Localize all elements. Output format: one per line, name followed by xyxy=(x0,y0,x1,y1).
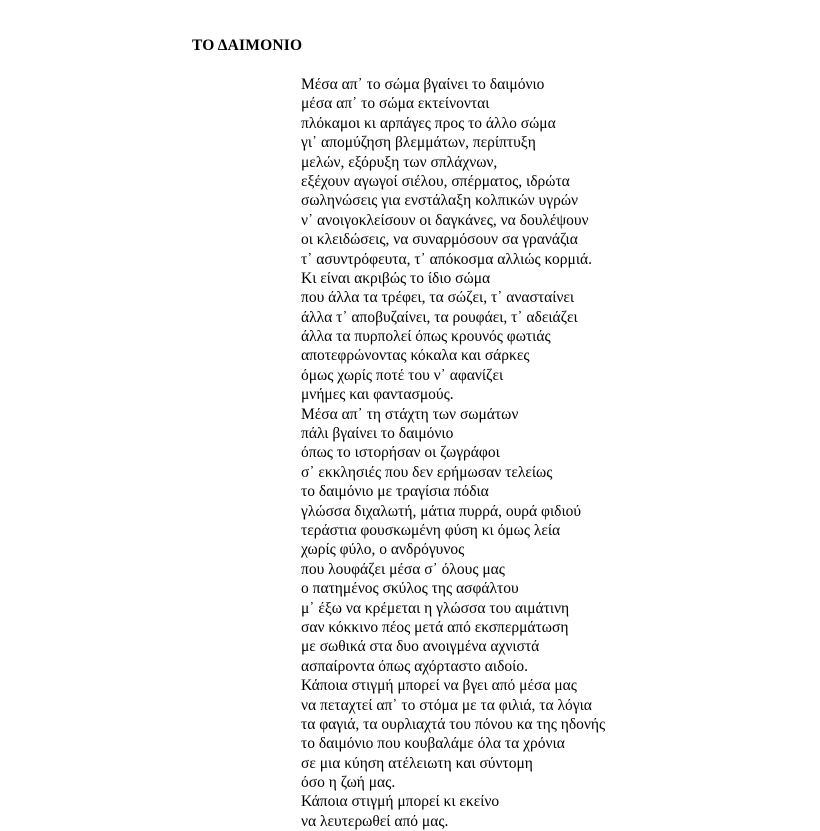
poem-line: να πεταχτεί απ᾽ το στόμα με τα φιλιά, τα λόγια xyxy=(301,696,592,714)
poem-line: το δαιμόνιο που κουβαλάμε όλα τα χρόνια xyxy=(301,735,565,753)
poem-line: γλώσσα διχαλωτή, μάτια πυρρά, ουρά φιδιού xyxy=(301,502,582,520)
poem-line: Κάποια στιγμή μπορεί να βγει από μέσα μας xyxy=(301,677,577,695)
poem-line: ασπαίροντα όπως αχόρταστο αιδοίο. xyxy=(301,657,528,675)
poem-line: τα φαγιά, τα ουρλιαχτά του πόνου κα της ηδονής xyxy=(301,715,606,733)
poem-line: χωρίς φύλο, ο ανδρόγυνος xyxy=(301,541,465,559)
poem-line: που άλλα τα τρέφει, τα σώζει, τ᾽ ανασταίνει xyxy=(301,289,575,307)
poem-line: πάλι βγαίνει το δαιμόνιο xyxy=(301,425,454,443)
poem-line: Κάποια στιγμή μπορεί κι εκείνο xyxy=(301,793,500,811)
poem-line: το δαιμόνιο με τραγίσια πόδια xyxy=(301,483,489,501)
poem-line: σωληνώσεις για ενστάλαξη κολπικών υγρών xyxy=(301,192,579,210)
poem-line: με σωθικά στα δυο ανοιγμένα αχνιστά xyxy=(301,638,540,656)
poem-body xyxy=(301,75,605,831)
poem-line: πλόκαμοι κι αρπάγες προς το άλλο σώμα xyxy=(301,114,556,132)
poem-line: τεράστια φουσκωμένη φύση κι όμως λεία xyxy=(301,521,561,539)
poem-line: εξέχουν αγωγοί σιέλου, σπέρματος, ιδρώτα xyxy=(301,172,570,190)
poem-line: μ᾽ έξω να κρέμεται η γλώσσα του αιμάτινη xyxy=(301,599,570,617)
poem-line: γι᾽ απομύζηση βλεμμάτων, περίπτυξη xyxy=(301,134,536,152)
poem-line: Μέσα απ᾽ το σώμα βγαίνει το δαιμόνιο xyxy=(301,76,545,93)
poem-line: όσο η ζωή μας. xyxy=(301,774,396,792)
poem-line: μελών, εξόρυξη των σπλάχνων, xyxy=(301,153,498,171)
poem-line: όμως χωρίς ποτέ του ν᾽ αφανίζει xyxy=(301,366,504,384)
poem-line: ο πατημένος σκύλος της ασφάλτου xyxy=(301,580,519,598)
poem-title: ΤΟ ΔΑΙΜΟΝΙΟ xyxy=(192,37,303,54)
poem-line: που λουφάζει μέσα σ᾽ όλους μας xyxy=(301,560,505,578)
poem-line: σαν κόκκινο πέος μετά από εκσπερμάτωση xyxy=(301,618,569,636)
poem-line: άλλα τ᾽ αποβυζαίνει, τα ρουφάει, τ᾽ αδειάζει xyxy=(301,308,578,326)
poem-line: όπως το ιστορήσαν οι ζωγράφοι xyxy=(301,444,500,462)
poem-line: σε μια κύηση ατέλειωτη και σύντομη xyxy=(301,754,533,772)
poem-line: να λευτερωθεί από μας. xyxy=(301,812,449,830)
poem-line: ν᾽ ανοιγοκλείσουν οι δαγκάνες, να δουλέψουν xyxy=(301,211,589,229)
poem-line: οι κλειδώσεις, να συναρμόσουν σα γρανάζια xyxy=(301,231,578,249)
poem-line: μνήμες και φαντασμούς. xyxy=(301,386,454,404)
poem-line: Κι είναι ακριβώς το ίδιο σώμα xyxy=(301,269,491,287)
poem-line: άλλα τα πυρπολεί όπως κρουνός φωτιάς xyxy=(301,328,551,346)
poem-line: Μέσα απ᾽ τη στάχτη των σωμάτων xyxy=(301,405,519,423)
poem-line: τ᾽ ασυντρόφευτα, τ᾽ απόκοσμα αλλιώς κορμιά. xyxy=(301,250,592,268)
poem-line: μέσα απ᾽ το σώμα εκτείνονται xyxy=(301,95,490,113)
poem-line: αποτεφρώνοντας κόκαλα και σάρκες xyxy=(301,347,530,365)
poem-line: σ᾽ εκκλησιές που δεν ερήμωσαν τελείως xyxy=(301,463,553,481)
